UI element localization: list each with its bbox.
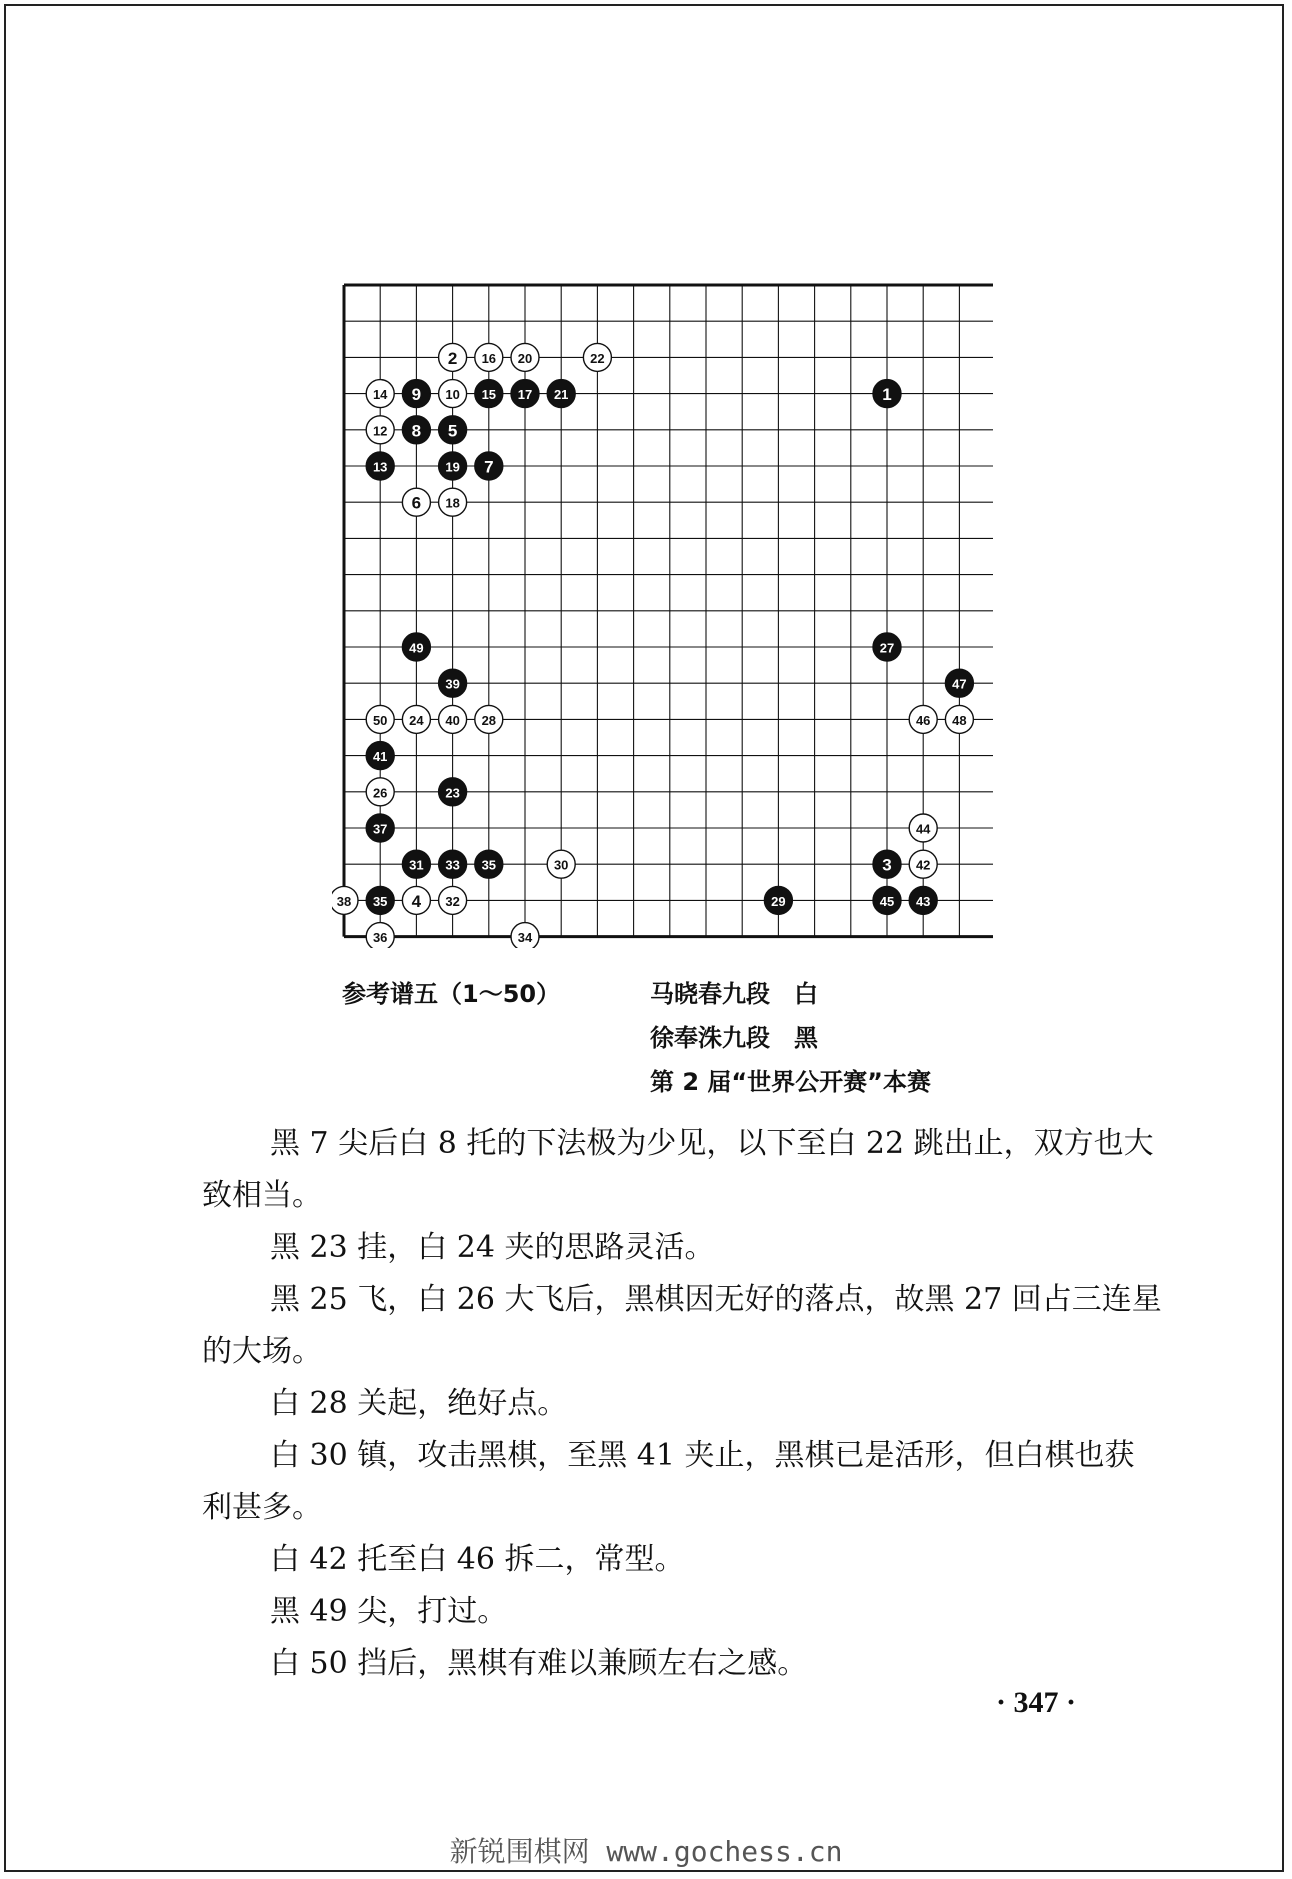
white-stone	[547, 850, 575, 878]
white-stone	[366, 705, 394, 733]
paragraph: 黑 25 飞，白 26 大飞后，黑棋因无好的落点，故黑 27 回占三连星的大场。	[202, 1282, 1162, 1369]
move-number: 2	[447, 348, 458, 368]
white-stone	[402, 488, 430, 516]
move-number: 35	[481, 857, 497, 873]
paragraph: 黑 23 挂，白 24 夹的思路灵活。	[270, 1230, 715, 1265]
move-number: 18	[445, 495, 460, 511]
move-number: 27	[879, 640, 895, 656]
black-stone	[402, 633, 430, 661]
black-stone	[873, 850, 901, 878]
white-stone	[945, 705, 973, 733]
move-number: 21	[553, 387, 569, 403]
black-stone	[475, 380, 503, 408]
move-number: 39	[445, 676, 460, 692]
paragraph: 白 42 托至白 46 拆二，常型。	[270, 1542, 685, 1577]
move-number: 6	[411, 493, 422, 513]
go-board-diagram	[332, 277, 993, 948]
move-number: 4	[411, 891, 422, 911]
move-number: 12	[372, 423, 388, 439]
move-number: 22	[590, 350, 605, 366]
move-number: 48	[952, 712, 967, 728]
paragraph: 黑 49 尖，打过。	[270, 1594, 508, 1629]
move-number: 17	[517, 387, 533, 403]
white-stone	[511, 343, 539, 371]
white-stone	[909, 850, 937, 878]
white-stone	[332, 886, 358, 914]
black-stone	[402, 380, 430, 408]
black-stone	[873, 886, 901, 914]
paragraph: 白 28 关起，绝好点。	[270, 1386, 568, 1421]
go-board	[332, 277, 993, 948]
white-stone	[402, 886, 430, 914]
black-stone	[402, 850, 430, 878]
black-stone	[764, 886, 792, 914]
black-stone	[439, 778, 467, 806]
black-stone	[366, 814, 394, 842]
paragraph: 黑 7 尖后白 8 托的下法极为少见，以下至白 22 跳出止，双方也大致相当。	[202, 1126, 1154, 1213]
page-number: · 347 ·	[996, 1686, 1077, 1719]
diagram-caption	[342, 974, 1022, 1104]
move-number: 29	[771, 893, 786, 909]
white-stone	[583, 343, 611, 371]
black-stone	[439, 452, 467, 480]
move-number: 41	[372, 749, 388, 765]
move-number: 23	[445, 785, 460, 801]
white-stone	[439, 343, 467, 371]
black-stone	[439, 416, 467, 444]
white-stone	[366, 778, 394, 806]
move-number: 50	[372, 712, 388, 728]
white-stone	[402, 705, 430, 733]
caption-tournament: 第 2 届“世界公开赛”本赛	[650, 1068, 931, 1096]
move-number: 9	[411, 385, 422, 405]
move-number: 1	[882, 385, 892, 405]
move-number: 15	[481, 387, 497, 403]
move-number: 14	[372, 387, 388, 403]
move-number: 24	[409, 712, 424, 728]
move-number: 37	[372, 821, 388, 837]
move-number: 49	[409, 640, 424, 656]
white-stone	[439, 705, 467, 733]
white-stone	[475, 343, 503, 371]
white-stone	[909, 705, 937, 733]
move-number: 30	[553, 857, 569, 873]
move-number: 46	[915, 712, 931, 728]
move-number: 10	[445, 387, 460, 403]
move-number: 34	[517, 930, 533, 946]
white-stone	[366, 923, 394, 948]
caption-black-player: 徐奉洙九段 黑	[650, 1024, 818, 1052]
move-number: 42	[915, 857, 931, 873]
move-number: 5	[447, 421, 458, 441]
white-stone	[475, 705, 503, 733]
commentary-text	[202, 1118, 1162, 1690]
black-stone	[439, 669, 467, 697]
move-number: 32	[445, 893, 460, 909]
black-stone	[366, 742, 394, 770]
black-stone	[945, 669, 973, 697]
white-stone	[439, 488, 467, 516]
white-stone	[909, 814, 937, 842]
black-stone	[873, 380, 901, 408]
white-stone	[439, 886, 467, 914]
move-number: 47	[952, 676, 967, 692]
caption-reference: 参考谱五（1～50）	[342, 980, 561, 1008]
move-number: 38	[336, 893, 352, 909]
move-number: 26	[372, 785, 388, 801]
move-number: 45	[879, 893, 895, 909]
move-number: 13	[372, 459, 388, 475]
move-number: 43	[915, 893, 931, 909]
paragraph: 白 50 挡后，黑棋有难以兼顾左右之感。	[270, 1646, 808, 1681]
white-stone	[439, 380, 467, 408]
black-stone	[873, 633, 901, 661]
white-stone	[366, 416, 394, 444]
white-stone	[511, 923, 539, 948]
move-number: 40	[445, 712, 460, 728]
move-number: 20	[517, 350, 533, 366]
white-stone	[366, 380, 394, 408]
black-stone	[475, 452, 503, 480]
move-number: 19	[445, 459, 460, 475]
move-number: 44	[915, 821, 931, 837]
watermark: 新锐围棋网 www.gochess.cn	[449, 1835, 843, 1868]
paragraph: 白 30 镇，攻击黑棋，至黑 41 夹止，黑棋已是活形，但白棋也获利甚多。	[202, 1438, 1135, 1525]
move-number: 35	[372, 893, 388, 909]
black-stone	[547, 380, 575, 408]
page-frame	[4, 4, 1284, 1872]
caption-white-player: 马晓春九段 白	[650, 980, 818, 1008]
black-stone	[909, 886, 937, 914]
move-number: 7	[484, 457, 494, 477]
black-stone	[402, 416, 430, 444]
move-number: 8	[411, 421, 422, 441]
black-stone	[366, 886, 394, 914]
move-number: 16	[481, 350, 497, 366]
move-number: 31	[409, 857, 424, 873]
move-number: 28	[481, 712, 497, 728]
move-number: 36	[372, 930, 388, 946]
black-stone	[511, 380, 539, 408]
move-number: 3	[882, 855, 892, 875]
black-stone	[475, 850, 503, 878]
black-stone	[366, 452, 394, 480]
black-stone	[439, 850, 467, 878]
move-number: 33	[445, 857, 460, 873]
